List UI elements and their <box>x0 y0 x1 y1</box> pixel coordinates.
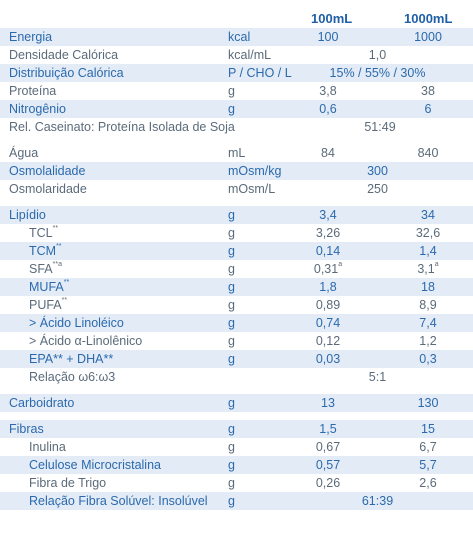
value-1000ml: 2,6 <box>419 476 437 490</box>
table-row <box>0 350 473 368</box>
table-row <box>0 100 473 118</box>
row-label: Proteína <box>9 84 57 98</box>
row-label: SFA$^{**a}$ <box>29 261 62 276</box>
row-unit: g <box>228 440 235 454</box>
table-row <box>0 456 473 474</box>
value-100ml: 0,74 <box>315 316 341 330</box>
value-100ml: 0,14 <box>315 244 341 258</box>
table-row <box>0 162 473 180</box>
value-1000ml: 15 <box>421 422 435 436</box>
table-row <box>0 224 473 242</box>
value-1000ml: 18 <box>421 280 435 294</box>
footnote-marker: ** <box>63 279 70 286</box>
row-label: Lipídio <box>9 208 46 222</box>
value-100ml: 0,57 <box>315 458 341 472</box>
row-label: > Ácido α-Linolênico <box>29 334 143 348</box>
table-row <box>0 180 473 198</box>
row-unit: g <box>228 316 235 330</box>
row-value: 51:49 <box>364 120 396 134</box>
table-row <box>0 314 473 332</box>
table-row <box>0 64 473 82</box>
row-unit: g <box>228 262 235 276</box>
row-unit: mL <box>228 146 246 160</box>
row-label: Carboidrato <box>9 396 75 410</box>
value-1000ml: 6,7 <box>419 440 437 454</box>
table-body <box>0 28 473 510</box>
row-unit: g <box>228 208 235 222</box>
value-1000ml: 8,9 <box>419 298 437 312</box>
row-label: PUFA** <box>29 297 68 312</box>
row-unit: kcal/mL <box>228 48 272 62</box>
value-100ml: 1,8 <box>319 280 337 294</box>
value-1000ml: 5,7 <box>419 458 437 472</box>
value-100ml: 3,4 <box>319 208 337 222</box>
row-unit: g <box>228 458 235 472</box>
value-1000ml: 3,1$^a$ <box>417 261 439 276</box>
value-100ml: 0,03 <box>315 352 341 366</box>
row-value: 250 <box>367 182 388 196</box>
row-label: Osmolalidade <box>9 164 86 178</box>
footnote-marker: a <box>434 261 439 268</box>
row-label: Inulina <box>29 440 66 454</box>
row-unit: mOsm/kg <box>228 164 282 178</box>
value-100ml: 0,12 <box>315 334 341 348</box>
table-row <box>0 82 473 100</box>
row-value: 61:39 <box>361 494 394 508</box>
row-value: 5:1 <box>368 370 387 384</box>
value-100ml: 1,5 <box>319 422 337 436</box>
row-label: Densidade Calórica <box>9 48 119 62</box>
table-row <box>0 144 473 162</box>
table-row <box>0 260 473 278</box>
row-label: TCM** <box>29 243 62 258</box>
value-1000ml: 1,4 <box>419 244 437 258</box>
table-row <box>0 278 473 296</box>
value-1000ml: 0,3 <box>419 352 437 366</box>
row-label: Celulose Microcristalina <box>29 458 161 472</box>
table-row <box>0 368 473 386</box>
value-100ml: 3,8 <box>319 84 337 98</box>
value-100ml: 0,31$^a$ <box>313 261 343 276</box>
footnote-marker: **a <box>52 261 62 268</box>
row-unit: mOsm/L <box>228 182 276 196</box>
value-100ml: 13 <box>321 396 335 410</box>
row-unit: g <box>228 244 235 258</box>
header-100ml: 100mL <box>311 11 353 26</box>
row-label: Relação Fibra Solúvel: Insolúvel <box>29 494 208 508</box>
row-unit: g <box>228 352 235 366</box>
value-1000ml: 38 <box>421 84 435 98</box>
value-100ml: 3,26 <box>315 226 341 240</box>
footnote-marker: ** <box>52 225 59 232</box>
value-100ml: 0,89 <box>315 298 341 312</box>
value-1000ml: 7,4 <box>419 316 437 330</box>
value-100ml: 0,67 <box>315 440 341 454</box>
value-1000ml: 32,6 <box>415 226 441 240</box>
value-1000ml: 840 <box>417 146 439 160</box>
spacer-row <box>0 198 473 206</box>
table-row <box>0 296 473 314</box>
row-unit: g <box>228 396 235 410</box>
value-1000ml: 6 <box>424 102 432 116</box>
row-unit: g <box>228 422 235 436</box>
footnote-marker: a <box>338 261 343 268</box>
row-value: 300 <box>367 164 388 178</box>
row-label: EPA** + DHA** <box>29 352 114 366</box>
row-label: Fibras <box>9 422 44 436</box>
row-label: Relação ω6:ω3 <box>29 370 116 384</box>
value-1000ml: 1,2 <box>419 334 437 348</box>
table-row <box>0 420 473 438</box>
table-row <box>0 118 473 136</box>
row-unit: g <box>228 494 235 508</box>
table-row <box>0 332 473 350</box>
header-1000ml: 1000mL <box>404 11 453 26</box>
row-label: MUFA** <box>29 279 70 294</box>
row-unit: g <box>228 334 235 348</box>
row-unit: g <box>228 298 235 312</box>
table-header <box>0 0 473 28</box>
value-100ml: 100 <box>317 30 339 44</box>
row-unit: g <box>228 102 235 116</box>
footnote-marker: ** <box>56 243 62 250</box>
row-label: Fibra de Trigo <box>29 476 107 490</box>
row-unit: g <box>228 226 235 240</box>
spacer-row <box>0 386 473 394</box>
row-label: Nitrogênio <box>9 102 66 116</box>
table-row <box>0 394 473 412</box>
row-label: Osmolaridade <box>9 182 87 196</box>
row-unit: g <box>228 476 235 490</box>
footnote-marker: ** <box>61 297 68 304</box>
row-unit: kcal <box>228 30 251 44</box>
row-label: Distribuição Calórica <box>9 66 124 80</box>
spacer-row <box>0 412 473 420</box>
value-1000ml: 130 <box>417 396 439 410</box>
row-value: 1,0 <box>368 48 387 62</box>
row-label: TCL** <box>29 225 59 240</box>
value-100ml: 0,6 <box>319 102 337 116</box>
table-row <box>0 492 473 510</box>
row-unit: g <box>228 84 235 98</box>
table-row <box>0 474 473 492</box>
row-label: Energia <box>9 30 53 44</box>
spacer-row <box>0 136 473 144</box>
row-label: Rel. Caseinato: Proteína Isolada de Soja <box>9 120 235 134</box>
table-row <box>0 206 473 224</box>
value-100ml: 0,26 <box>315 476 341 490</box>
row-label: Água <box>9 146 39 160</box>
value-1000ml: 1000 <box>414 30 442 44</box>
table-row <box>0 46 473 64</box>
value-1000ml: 34 <box>421 208 435 222</box>
table-row <box>0 28 473 46</box>
row-unit: g <box>228 280 235 294</box>
table-row <box>0 438 473 456</box>
row-unit: P / CHO / L <box>228 66 292 80</box>
table-row <box>0 242 473 260</box>
row-value: 15% / 55% / 30% <box>329 66 426 80</box>
row-label: > Ácido Linoléico <box>29 316 124 330</box>
value-100ml: 84 <box>321 146 335 160</box>
